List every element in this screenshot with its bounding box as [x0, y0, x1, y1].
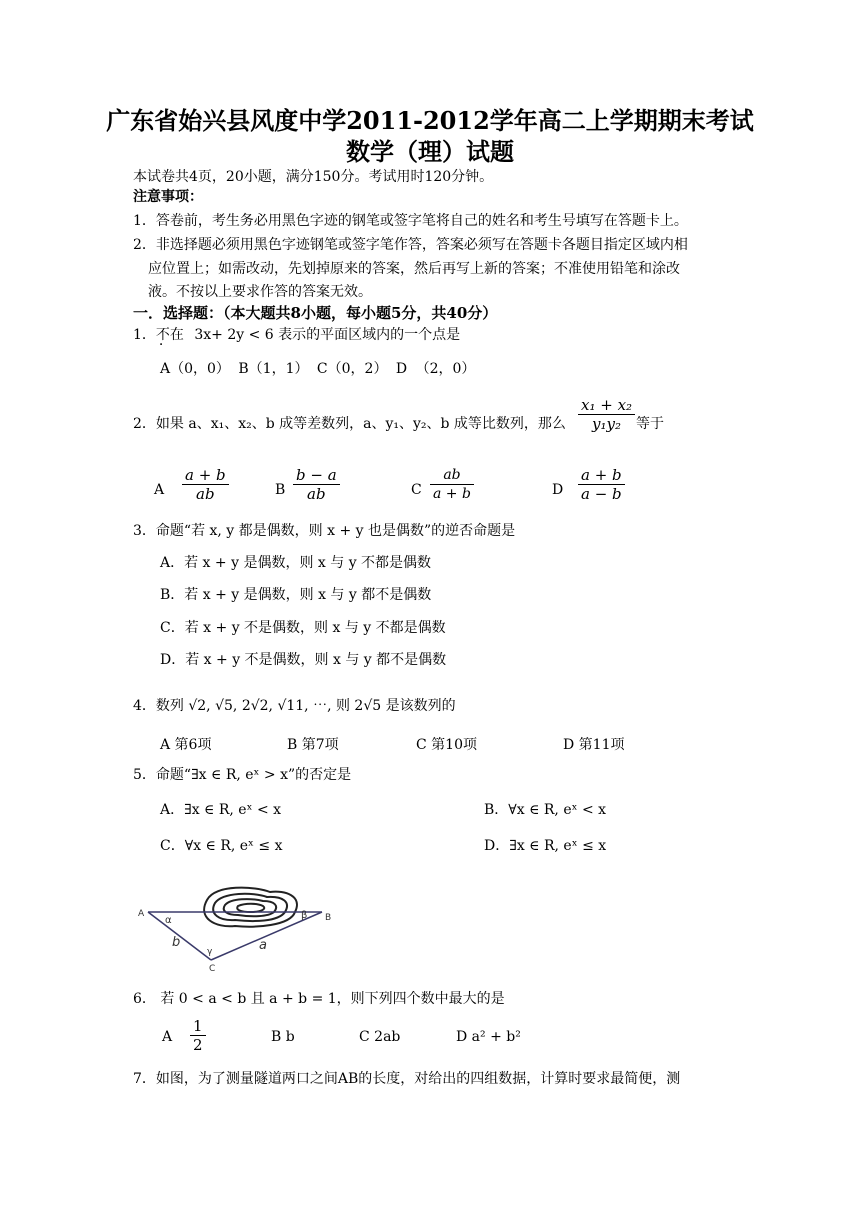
- section-1-heading: 一．选择题：（本大题共8小题，每小题5分，共40分）: [133, 304, 498, 322]
- q2-option-a-label: A: [154, 482, 165, 498]
- q2-option-a: [182, 466, 229, 503]
- q2-fraction-numerator: x₁ + x₂: [578, 396, 635, 415]
- q2-option-b-num: b − a: [293, 466, 340, 485]
- angle-alpha-label: α: [165, 915, 172, 926]
- q3-option-d: D．若 x + y 不是偶数，则 x 与 y 都不是偶数: [160, 652, 447, 668]
- question-3-stem: 3．命题“若 x, y 都是偶数，则 x + y 也是偶数”的逆否命题是: [133, 523, 516, 539]
- q4-option-d: D 第11项: [563, 737, 625, 753]
- contour-inner: [224, 899, 276, 916]
- q6-option-b: B b: [271, 1029, 295, 1045]
- q2-option-c-label: C: [411, 482, 422, 498]
- notice-item-2-line-1: 2．非选择题必须用黑色字迹钢笔或签字笔作答，答案必须写在答题卡各题目指定区域内相: [133, 237, 688, 253]
- q2-option-b-den: ab: [307, 485, 326, 503]
- q3-option-b: B．若 x + y 是偶数，则 x 与 y 都不是偶数: [160, 587, 432, 603]
- q5-option-b: B．∀x ∈ R, eˣ < x: [484, 802, 607, 818]
- q2-fraction: [578, 396, 635, 433]
- q6-option-a-num: 1: [190, 1017, 206, 1036]
- q2-option-a-den: ab: [196, 485, 215, 503]
- side-b-label: b: [172, 935, 181, 950]
- q5-option-c: C．∀x ∈ R, eˣ ≤ x: [160, 838, 283, 854]
- angle-beta-label: β: [301, 910, 308, 921]
- q2-option-d-label: D: [552, 482, 564, 498]
- q6-option-a: [190, 1017, 206, 1054]
- exam-intro: 本试卷共4页，20小题，满分150分。考试用时120分钟。: [133, 169, 494, 185]
- tunnel-figure: [135, 882, 355, 972]
- point-c-label: C: [209, 964, 216, 972]
- q2-option-d-num: a + b: [578, 466, 625, 485]
- q4-option-b: B 第7项: [287, 737, 339, 753]
- q5-option-d: D．∃x ∈ R, eˣ ≤ x: [484, 838, 607, 854]
- q3-option-c: C．若 x + y 不是偶数，则 x 与 y 不都是偶数: [160, 620, 446, 636]
- q2-option-b-label: B: [275, 482, 286, 498]
- q1-rest: 表示的平面区域内的一个点是: [278, 327, 461, 343]
- q1-emphasis: 不在: [155, 327, 184, 343]
- q1-inequality: 3x+ 2y < 6: [194, 327, 274, 343]
- q6-option-a-den: 2: [193, 1036, 203, 1054]
- q2-after: 等于: [636, 416, 664, 432]
- q2-fraction-denominator: y₁y₂: [592, 415, 622, 433]
- q2-option-c: [430, 466, 474, 503]
- question-5-stem: 5．命题“∃x ∈ R, eˣ > x”的否定是: [133, 767, 352, 783]
- question-4-stem: 4．数列 √2, √5, 2√2, √11, ⋯, 则 2√5 是该数列的: [133, 698, 456, 714]
- q4-option-c: C 第10项: [416, 737, 477, 753]
- question-1: [133, 326, 460, 344]
- notice-item-2-line-3: 液。不按以上要求作答的答案无效。: [148, 284, 372, 300]
- notice-heading: 注意事项：: [133, 189, 203, 205]
- q6-option-d: D a² + b²: [456, 1029, 521, 1045]
- contour-core: [237, 904, 264, 912]
- q4-option-a: A 第6项: [160, 737, 212, 753]
- q2-option-d: [578, 466, 625, 503]
- q3-option-a: A．若 x + y 是偶数，则 x 与 y 不都是偶数: [160, 555, 432, 571]
- q2-option-b: [293, 466, 340, 503]
- title-line-2: 数学（理）试题: [346, 137, 514, 166]
- question-7-stem: 7．如图，为了测量隧道两口之间AB的长度，对给出的四组数据，计算时要求最简便，测: [133, 1071, 681, 1087]
- notice-item-2-line-2: 应位置上；如需改动，先划掉原来的答案，然后再写上新的答案；不准使用铅笔和涂改: [148, 261, 680, 277]
- question-2-stem: 2．如果 a、x₁、x₂、b 成等差数列，a、y₁、y₂、b 成等比数列，那么: [133, 416, 566, 432]
- q5-option-a: A．∃x ∈ R, eˣ < x: [160, 802, 282, 818]
- q2-option-c-num: ab: [430, 466, 474, 485]
- side-a-label: a: [259, 938, 267, 953]
- notice-item-1: 1．答卷前，考生务必用黑色字迹的钢笔或签字笔将自己的姓名和考生号填写在答题卡上。: [133, 213, 688, 229]
- q6-option-c: C 2ab: [359, 1029, 401, 1045]
- q1-options: A（0，0） B（1，1） C（0，2） D （2，0）: [160, 361, 476, 377]
- q1-number: 1．: [133, 327, 156, 343]
- angle-gamma-label: γ: [207, 947, 213, 957]
- q6-option-a-label: A: [162, 1029, 173, 1045]
- q2-option-a-num: a + b: [182, 466, 229, 485]
- q2-option-d-den: a − b: [581, 485, 622, 503]
- point-a-label: A: [138, 909, 145, 919]
- question-6-stem: 6． 若 0 < a < b 且 a + b = 1，则下列四个数中最大的是: [133, 991, 505, 1007]
- title-line-1: 广东省始兴县风度中学2011-2012学年高二上学期期末考试: [106, 106, 754, 135]
- point-b-label: B: [325, 913, 332, 923]
- q2-option-c-den: a + b: [433, 486, 471, 502]
